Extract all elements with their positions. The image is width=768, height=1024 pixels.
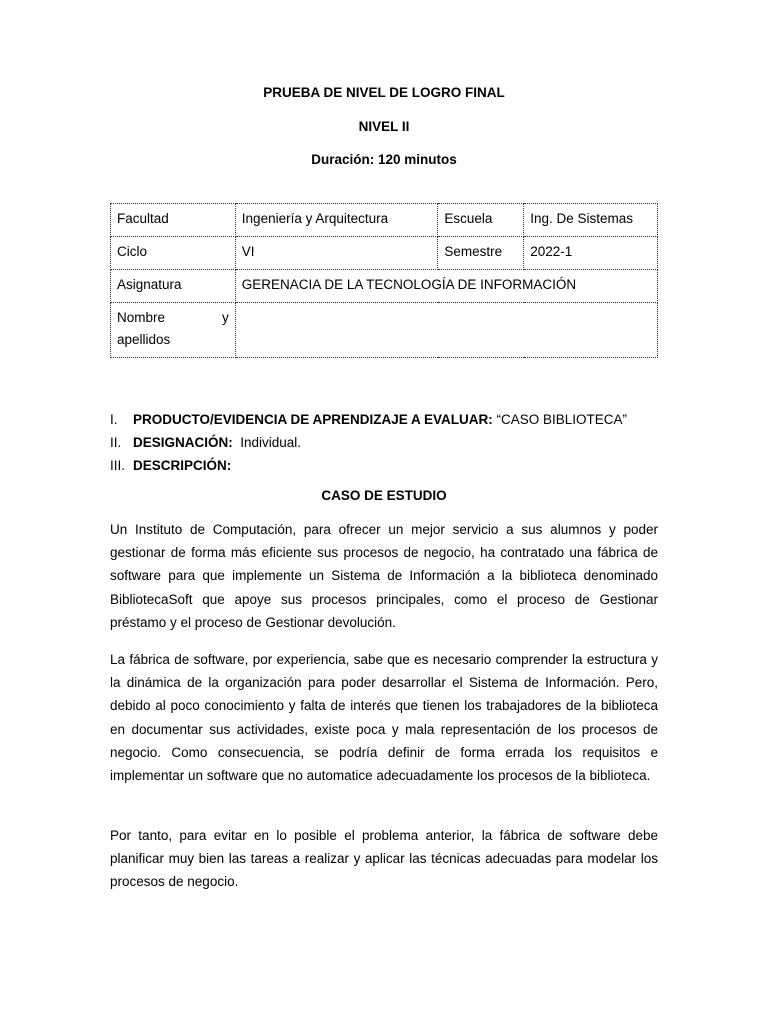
section-number: III. bbox=[110, 458, 126, 473]
section-item bbox=[110, 408, 670, 431]
section-number: I. bbox=[110, 412, 118, 427]
table-row bbox=[111, 237, 658, 270]
cell-name-label bbox=[111, 303, 236, 358]
section-item bbox=[110, 431, 670, 454]
cell-faculty-label: Facultad bbox=[111, 204, 236, 237]
document-level: NIVEL II bbox=[358, 119, 410, 134]
cell-school-value: Ing. De Sistemas bbox=[524, 204, 658, 237]
cell-cycle-value: VI bbox=[235, 237, 438, 270]
section-heading: DESIGNACIÓN: bbox=[133, 435, 233, 450]
cell-faculty-value: Ingeniería y Arquitectura bbox=[235, 204, 438, 237]
section-value: Individual. bbox=[232, 435, 302, 450]
document-duration: Duración: 120 minutos bbox=[311, 152, 457, 167]
section-heading: PRODUCTO/EVIDENCIA DE APRENDIZAJE A EVALUAR: bbox=[133, 412, 493, 427]
section-value: “CASO BIBLIOTECA” bbox=[492, 412, 628, 427]
case-paragraph: La fábrica de software, por experiencia, sabe que es necesario comprender la estructura y la dinámica de la organización para poder desarrollar el Sistema de Información. Pero, debido al poco conocimiento y falta de interés que tienen los trabajadores de la biblioteca en documentar sus actividades, existe poca y mala representación de los procesos de negocio. Como consecuencia, se podría definir de forma errada los requisitos e implementar un software que no automatice adecuadamente los procesos de la biblioteca. bbox=[110, 652, 658, 784]
cell-subject-value: GERENACIA DE LA TECNOLOGÍA DE INFORMACIÓN bbox=[235, 270, 657, 303]
table-row bbox=[111, 204, 658, 237]
name-label-line-1: Nombre y bbox=[117, 310, 229, 325]
cell-name-value[interactable] bbox=[235, 303, 657, 358]
cell-school-label: Escuela bbox=[438, 204, 524, 237]
case-study-title: CASO DE ESTUDIO bbox=[321, 488, 447, 503]
info-table bbox=[110, 203, 658, 358]
table-row bbox=[111, 270, 658, 303]
sections-list bbox=[110, 408, 670, 477]
cell-semester-label: Semestre bbox=[438, 237, 524, 270]
table-row bbox=[111, 303, 658, 358]
section-heading: DESCRIPCIÓN: bbox=[133, 458, 232, 473]
cell-semester-value: 2022-1 bbox=[524, 237, 658, 270]
case-paragraph: Por tanto, para evitar en lo posible el problema anterior, la fábrica de software debe planificar muy bien las tareas a realizar y aplicar las técnicas adecuadas para modelar los procesos de negocio. bbox=[110, 828, 658, 890]
case-paragraph: Un Instituto de Computación, para ofrecer un mejor servicio a sus alumnos y poder gestionar de forma más eficiente sus procesos de negocio, ha contratado una fábrica de software para que implemente un Sistema de Información a la biblioteca denominado BibliotecaSoft que apoye sus procesos principales, como el proceso de Gestionar préstamo y el proceso de Gestionar devolución. bbox=[110, 522, 658, 630]
cell-subject-label: Asignatura bbox=[111, 270, 236, 303]
document-title: PRUEBA DE NIVEL DE LOGRO FINAL bbox=[263, 85, 505, 100]
name-label-line-2: apellidos bbox=[117, 332, 171, 347]
cell-cycle-label: Ciclo bbox=[111, 237, 236, 270]
section-item bbox=[110, 454, 670, 477]
section-number: II. bbox=[110, 435, 122, 450]
